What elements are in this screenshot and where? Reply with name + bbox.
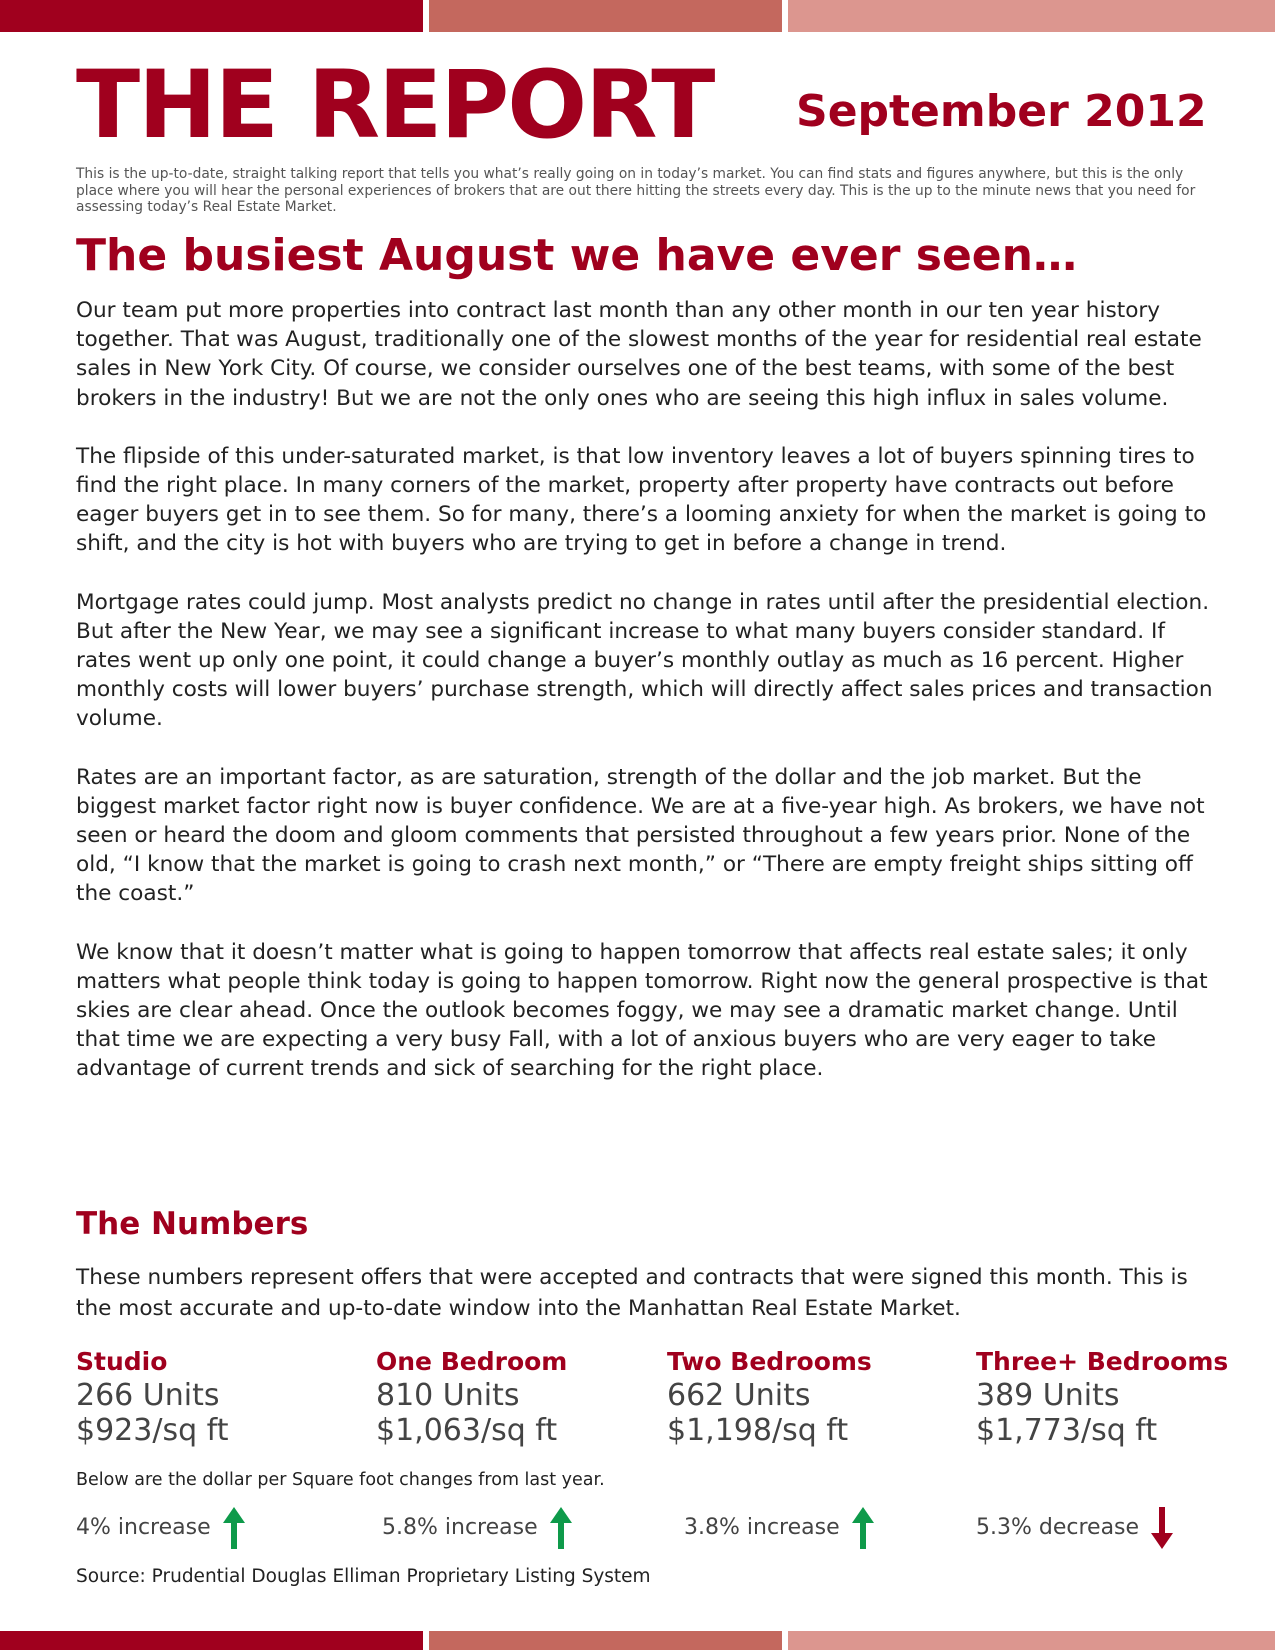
article-headline: The busiest August we have ever seen… <box>76 230 1077 281</box>
arrow-up-icon <box>223 1507 245 1549</box>
article-body <box>76 296 1216 1113</box>
stat-studio <box>76 1346 228 1448</box>
article-paragraph: The flipside of this under-saturated market, is that low inventory leaves a lot of buyers spinning tires to find the right place. In many corners of the market, property after property have contracts out before eager buyers get in to see them. So for many, there’s a looming anxiety for when the market is going to shift, and the city is hot with buyers who are trying to get in before a change in trend. <box>76 443 1207 557</box>
stat-units: 389 Units <box>976 1378 1120 1413</box>
stat-label: Two Bedrooms <box>667 1347 872 1376</box>
change-text: 5.3% decrease <box>976 1515 1140 1540</box>
report-title: THE REPORT <box>76 51 714 160</box>
change-two-bedrooms <box>684 1506 874 1550</box>
numbers-intro: These numbers represent offers that were accepted and contracts that were signed this month. This is the most accurate and up-to-date window into the Manhattan Real Estate Market. <box>76 1265 1188 1321</box>
stat-price: $1,773/sq ft <box>976 1413 1158 1448</box>
report-intro: This is the up-to-date, straight talking report that tells you what’s really going on in today’s market. You can find stats and figures anywhere, but this is the only place where you will hear the personal experiences of brokers that are out there hitting the streets every day. This is the up to the minute news that you need for assessing today’s Real Estate Market. <box>76 166 1196 215</box>
stat-two-bedrooms <box>667 1346 872 1448</box>
stat-price: $1,063/sq ft <box>376 1413 558 1448</box>
stat-label: One Bedroom <box>376 1347 568 1376</box>
stat-label: Studio <box>76 1347 168 1376</box>
numbers-heading: The Numbers <box>76 1206 309 1242</box>
top-bar-segment-light <box>788 0 1275 32</box>
stat-price: $923/sq ft <box>76 1413 229 1448</box>
arrow-down-icon <box>1151 1507 1173 1549</box>
stat-price: $1,198/sq ft <box>667 1413 849 1448</box>
article-paragraph: We know that it doesn’t matter what is going to happen tomorrow that affects real estate sales; it only matters what people think today is going to happen tomorrow. Right now the general prospective is that skies are clear ahead. Once the outlook becomes foggy, we may see a dramatic market change. Until that time we are expecting a very busy Fall, with a lot of anxious buyers who are very eager to take advantage of current trends and sick of searching for the right place. <box>76 939 1208 1082</box>
source-note: Source: Prudential Douglas Elliman Proprietary Listing System <box>76 1566 651 1587</box>
bottom-bar-segment-mid <box>429 1631 782 1650</box>
stat-units: 266 Units <box>76 1378 220 1413</box>
bottom-bar-segment-light <box>788 1631 1275 1650</box>
arrow-up-icon <box>852 1507 874 1549</box>
change-three-plus-bedrooms <box>976 1506 1173 1550</box>
stat-one-bedroom <box>376 1346 567 1448</box>
change-text: 4% increase <box>76 1515 211 1540</box>
article-paragraph: Our team put more properties into contract last month than any other month in our ten year history together. That was August, traditionally one of the slowest months of the year for residential real estate sales in New York City. Of course, we consider ourselves one of the best teams, with some of the best brokers in the industry! But we are not the only ones who are seeing this high influx in sales volume. <box>76 298 1202 411</box>
bottom-color-bar <box>0 1631 1275 1650</box>
change-text: 5.8% increase <box>382 1515 538 1540</box>
stat-label: Three+ Bedrooms <box>976 1347 1229 1376</box>
top-color-bar <box>0 0 1275 32</box>
change-studio <box>76 1506 245 1550</box>
article-paragraph: Rates are an important factor, as are saturation, strength of the dollar and the job market. But the biggest market factor right now is buyer confidence. We are at a five-year high. As brokers, we have not seen or heard the doom and gloom comments that persisted throughout a few years prior. None of the old, “I know that the market is going to crash next month,” or “There are empty freight ships sitting off the coast.” <box>76 764 1205 907</box>
change-text: 3.8% increase <box>684 1515 840 1540</box>
article-paragraph: Mortgage rates could jump. Most analysts predict no change in rates until after the presidential election. But after the New Year, we may see a significant increase to what many buyers consider standard. If rates went up only one point, it could change a buyer’s monthly outlay as much as 16 percent. Higher monthly costs will lower buyers’ purchase strength, which will directly affect sales prices and transaction volume. <box>76 589 1213 732</box>
stat-units: 810 Units <box>376 1378 520 1413</box>
stat-units: 662 Units <box>667 1378 811 1413</box>
stat-three-plus-bedrooms <box>976 1346 1228 1448</box>
report-date: September 2012 <box>796 86 1207 137</box>
top-bar-segment-mid <box>429 0 782 32</box>
bottom-bar-segment-dark <box>0 1631 423 1650</box>
arrow-up-icon <box>550 1507 572 1549</box>
changes-note: Below are the dollar per Square foot changes from last year. <box>76 1470 605 1490</box>
top-bar-segment-dark <box>0 0 423 32</box>
change-one-bedroom <box>382 1506 572 1550</box>
